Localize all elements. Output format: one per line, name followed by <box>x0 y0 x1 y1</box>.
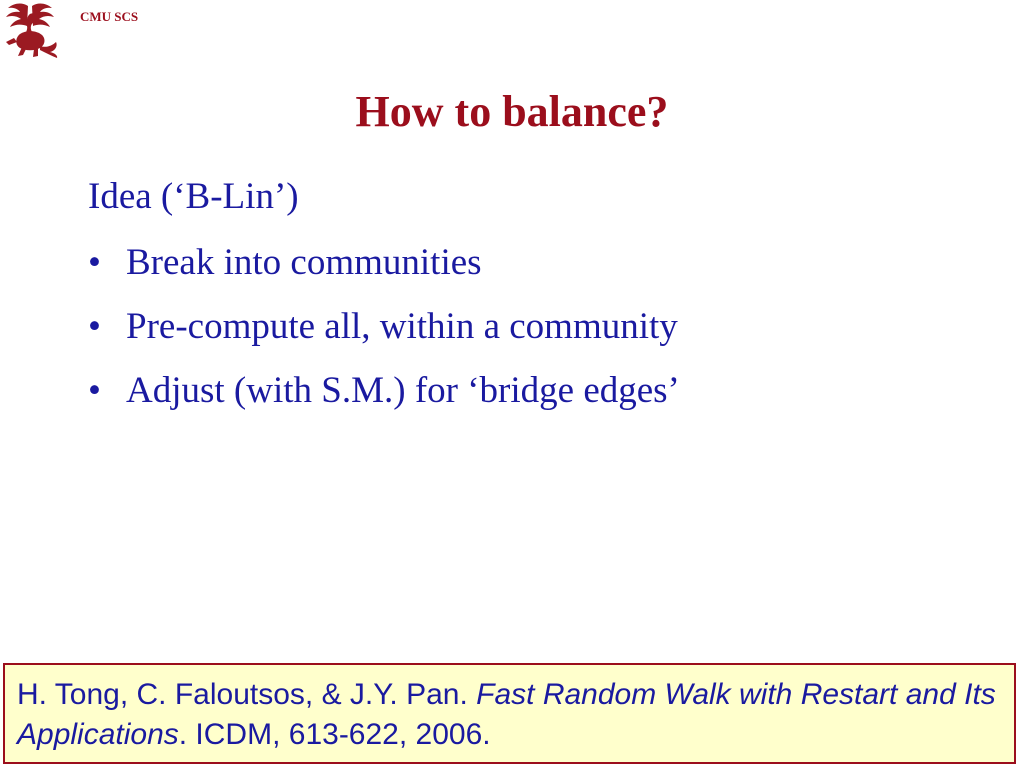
slide-title: How to balance? <box>355 87 669 136</box>
bullet-item <box>88 240 968 286</box>
slide-content <box>88 174 968 432</box>
dragon-icon <box>0 0 62 58</box>
citation-authors: H. Tong, C. Faloutsos, & J.Y. Pan. <box>17 678 477 711</box>
citation-venue: . ICDM, 613-622, 2006. <box>178 718 491 751</box>
bullet-text: Pre-compute all, within a community <box>126 306 678 347</box>
bullet-list <box>88 240 968 414</box>
bullet-text: Break into communities <box>126 242 482 283</box>
citation-box <box>3 663 1016 764</box>
intro-text: Idea (‘B-Lin’) <box>88 176 299 217</box>
bullet-icon: • <box>88 242 101 283</box>
bullet-icon: • <box>88 306 101 347</box>
bullet-item <box>88 368 968 414</box>
bullet-icon: • <box>88 370 101 411</box>
bullet-item <box>88 304 968 350</box>
citation-paper-title: Fast Random Walk with Restart and Its Applications <box>17 678 996 751</box>
bullet-text: Adjust (with S.M.) for ‘bridge edges’ <box>126 370 680 411</box>
org-label: CMU SCS <box>80 9 139 24</box>
